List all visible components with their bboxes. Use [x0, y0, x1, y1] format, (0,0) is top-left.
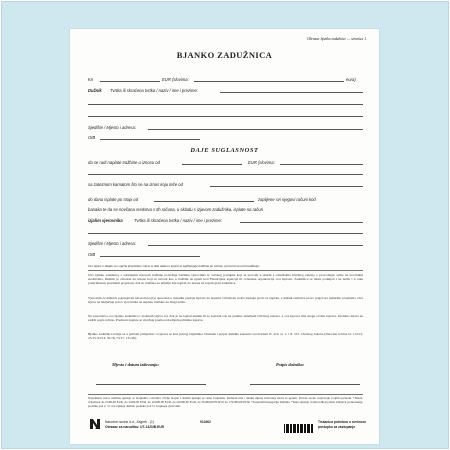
consent-line3b: zaplijene svi njegovi računi kod — [258, 197, 316, 202]
note-line: Ove izjave u skladu su s općim propisima i mora se dati nakon u kojem se zaplijenjuje tražbina po računu i provesti na ovrhovoditelja. — [88, 264, 260, 268]
creditor-hint: Tvrtka ili skraćena tvrtka / naziv / ime i prezime: — [134, 218, 222, 223]
document-title: BJANKO ZADUŽNICA — [176, 50, 273, 60]
interest-date-field[interactable] — [210, 186, 363, 187]
footnote-divider — [88, 394, 363, 395]
legal-paragraph-4: Bjanko zadužnica izdaje se u jednom primjerku i ovjerava se kod javnog bilježnika. Dodatak i potpis dužnika zakonito su izvedeni čl. 214. st. 1. i čl. 215. Ovršnog zakona (Narodne novine br. 112/12, 25/13, 93/14, 55/16, 73/17, 131/20). — [88, 332, 363, 341]
debtor-label: Dužnik — [88, 88, 102, 93]
page-note: Obrazac bjanko zadužnice — stranica 1. — [306, 37, 367, 41]
consent-line4: banaka te da se novčana sredstva s tih računa, u skladu s izjavom zadužnika, isplate na račun — [88, 207, 264, 212]
nn-publisher-logo-icon — [89, 418, 101, 430]
consent-line3: do dana isplate po stopi od — [88, 197, 139, 202]
signature-field[interactable] — [250, 384, 360, 385]
right-footer-1: Tiskanica potrebna u ovršnom — [318, 420, 366, 424]
creditor-oib-label: OIB — [88, 252, 96, 257]
debtor-name-field[interactable] — [220, 92, 363, 93]
legal-paragraph-3: Ne zastarijeva ova bjanko zadužnica i dodatnih izjava sve dok je ne isplati dužnik ili se zastarni rok ne prekine temeljem Ovršnog zakona, a ova isprava ima snagu ovršne isprave. Dodatna izjava ne sadrži popis računa. Prednost naplate se utvrđuje prema redoslijedu primitka isprave. — [88, 314, 363, 323]
legal-paragraph-2: Vjerovnik će dužnicu popunjavati iznosom koji je opravdan u trenutku predaje isprave na naplatu. Ovlaštena osoba ispisuje poziv za naplatu, a dužnik zadržava pravo prigovora sukladno propisima. Ova izjava ne isključuje pravo vjerovnika na naplatu tražbine na drugi način. — [88, 296, 363, 305]
consent-eur-label: EUR (slovima: — [248, 160, 275, 165]
barcode — [284, 424, 314, 434]
place-date-label: Mjesto i datum izdavanja: — [112, 362, 159, 367]
creditor-name-field[interactable] — [240, 222, 363, 223]
creditor-seat-field[interactable] — [148, 245, 363, 246]
consent-amount-field[interactable] — [182, 164, 242, 165]
amount-words-field[interactable] — [194, 81, 344, 82]
debtor-oib-field[interactable] — [100, 139, 200, 140]
creditor-name-field-2[interactable] — [88, 233, 363, 234]
publisher-line1: Narodne novine d.d., Zagreb - (1) — [105, 420, 154, 424]
legal-paragraph-1: Ova bjanko zadužnica s odredenim iznosom tražbine potvrđuje tražbinu vjerovnika iz ovršnog postupka koji se provodi u skladu s odredbama Ovršnog zakona o provođenju ovrhe na novčanim sredstvima. Dužnik je obvezan na iznosu koji se navodi kao u tražbini da uplati kod Financijske agencije ili ovlaštene organizacije ovu ispravu. Zadužnica se može podnijeti i na način i u roku predviđenom posebnim propisom, dok se tražbina na temelju iste naplati do iznosa na kojem glasi zadužnica. — [88, 273, 363, 286]
form-code: 911662 — [200, 420, 211, 424]
publisher-line2: Obrazac za narudžbu: UT-1420/B.EUR — [105, 425, 164, 429]
currency-word: eura) — [346, 77, 356, 82]
kn-label: Kn — [88, 77, 94, 82]
consent-title: DAJE SUGLASNOST — [190, 147, 259, 154]
divider — [88, 270, 363, 271]
consent-words-field[interactable] — [280, 164, 363, 165]
footnotes: Napomena: iznos tražbine upisuje se brojkama i slovima. Ovdje brojne i datumi upisuju se samo brojkama. Radnom ime i datum mjesta izdavanja može se upisati. Pravne osobe ovjeravaju svojim pečatom. *Iznosi: vrijednost do 2.000,00 EUR, do 3.000,00 EUR, do 10.000,00 EUR, do 20.000,00 EUR, do 70.000,00 EUR ili do 170.000,00 EUR. *Zaokružiti kategoriju dužnika. *Iznos upisuje ovrhovoditelj prema zahtjevu podnositelja, podatke pod 2, 3 i 4 te upisuje dužnik, podatke pod 5 i 6 upisuje vjerovnik. — [88, 396, 363, 408]
creditor-seat-label: Sjedište / Mjesto i adresa: — [88, 241, 136, 246]
consent-words-field-2[interactable] — [88, 174, 363, 175]
kn-amount-field[interactable] — [100, 81, 160, 82]
right-footer-2: postupku za zastupanje — [318, 425, 356, 429]
consent-line1: da se radi naplate tražbine u iznosu od — [88, 160, 160, 165]
debtor-name-field-3[interactable] — [88, 116, 363, 117]
eur-label: EUR (slovima: — [162, 77, 189, 82]
place-date-field[interactable] — [96, 384, 206, 385]
signature-label: Potpis dužnika: — [276, 362, 305, 367]
debtor-hint: Tvrtka ili skraćena tvrtka / naziv / ime i prezime: — [110, 88, 198, 93]
creditor-label: izjalim vjerovnika — [88, 218, 123, 223]
debtor-seat-label: Sjedište / Mjesto i adresa: — [88, 125, 136, 130]
document-page — [70, 29, 379, 444]
interest-rate-field[interactable] — [154, 201, 254, 202]
debtor-seat-field[interactable] — [148, 129, 363, 130]
debtor-oib-label: OIB — [88, 135, 96, 140]
creditor-oib-field[interactable] — [100, 256, 200, 257]
debtor-name-field-2[interactable] — [88, 104, 363, 105]
consent-line2: sa zateznom kamatom što se na iznos koju teče od — [88, 182, 183, 187]
